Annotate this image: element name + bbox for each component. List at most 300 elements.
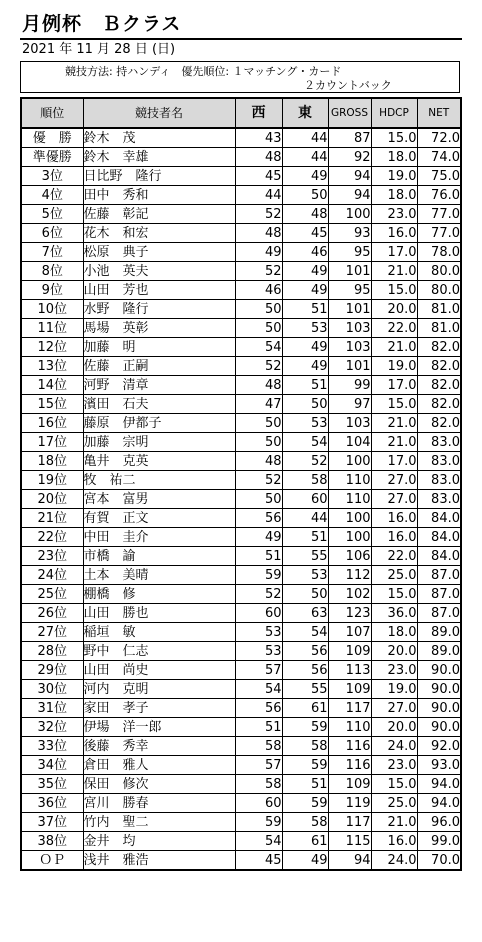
east-score-cell: 50 [282, 186, 328, 205]
west-score-cell: 50 [235, 433, 282, 452]
rank-cell: 7位 [21, 243, 83, 262]
player-name-cell: 山田 勝也 [83, 604, 235, 623]
handicap-cell: 18.0 [371, 148, 417, 167]
east-score-cell: 54 [282, 623, 328, 642]
handicap-cell: 19.0 [371, 357, 417, 376]
gross-score-cell: 94 [328, 186, 371, 205]
rank-cell: 28位 [21, 642, 83, 661]
gross-score-cell: 115 [328, 832, 371, 851]
player-name-cell: 金井 均 [83, 832, 235, 851]
east-score-cell: 58 [282, 737, 328, 756]
net-score-cell: 82.0 [417, 338, 461, 357]
net-score-cell: 99.0 [417, 832, 461, 851]
handicap-cell: 27.0 [371, 490, 417, 509]
handicap-cell: 22.0 [371, 547, 417, 566]
gross-score-cell: 116 [328, 756, 371, 775]
table-row [21, 490, 461, 509]
player-name-cell: 宮川 勝春 [83, 794, 235, 813]
net-score-cell: 92.0 [417, 737, 461, 756]
table-row [21, 528, 461, 547]
table-row [21, 566, 461, 585]
gross-score-cell: 87 [328, 128, 371, 148]
handicap-cell: 15.0 [371, 128, 417, 148]
table-header-row [21, 98, 461, 128]
net-score-cell: 94.0 [417, 794, 461, 813]
rank-cell: 8位 [21, 262, 83, 281]
gross-score-cell: 103 [328, 338, 371, 357]
net-score-cell: 87.0 [417, 585, 461, 604]
east-score-cell: 56 [282, 642, 328, 661]
player-name-cell: 日比野 隆行 [83, 167, 235, 186]
player-name-cell: 山田 尚史 [83, 661, 235, 680]
player-name-cell: 後藤 秀幸 [83, 737, 235, 756]
table-row [21, 452, 461, 471]
gross-score-cell: 119 [328, 794, 371, 813]
table-row [21, 547, 461, 566]
handicap-cell: 23.0 [371, 205, 417, 224]
results-table [20, 97, 462, 871]
net-score-cell: 90.0 [417, 661, 461, 680]
gross-score-cell: 102 [328, 585, 371, 604]
east-score-cell: 53 [282, 566, 328, 585]
table-row [21, 471, 461, 490]
net-score-cell: 82.0 [417, 414, 461, 433]
handicap-cell: 16.0 [371, 528, 417, 547]
west-score-cell: 57 [235, 661, 282, 680]
net-score-cell: 80.0 [417, 281, 461, 300]
player-name-cell: 倉田 雅人 [83, 756, 235, 775]
player-name-cell: 加藤 宗明 [83, 433, 235, 452]
west-score-cell: 60 [235, 604, 282, 623]
gross-score-cell: 94 [328, 167, 371, 186]
gross-score-cell: 110 [328, 718, 371, 737]
gross-score-cell: 94 [328, 851, 371, 871]
rank-cell: 4位 [21, 186, 83, 205]
gross-score-cell: 117 [328, 813, 371, 832]
rank-cell: 31位 [21, 699, 83, 718]
player-name-cell: 鈴木 幸雄 [83, 148, 235, 167]
table-row [21, 433, 461, 452]
gross-score-cell: 100 [328, 452, 371, 471]
gross-score-cell: 101 [328, 357, 371, 376]
player-name-cell: 野中 仁志 [83, 642, 235, 661]
handicap-cell: 21.0 [371, 338, 417, 357]
gross-score-cell: 103 [328, 414, 371, 433]
net-score-cell: 77.0 [417, 205, 461, 224]
handicap-cell: 15.0 [371, 775, 417, 794]
table-row [21, 395, 461, 414]
table-row [21, 642, 461, 661]
handicap-cell: 36.0 [371, 604, 417, 623]
west-score-cell: 45 [235, 167, 282, 186]
net-score-cell: 82.0 [417, 395, 461, 414]
net-score-cell: 74.0 [417, 148, 461, 167]
table-row [21, 585, 461, 604]
rank-cell: 10位 [21, 300, 83, 319]
west-score-cell: 57 [235, 756, 282, 775]
rank-cell: 20位 [21, 490, 83, 509]
rank-cell: 25位 [21, 585, 83, 604]
player-name-cell: 亀井 克英 [83, 452, 235, 471]
east-score-cell: 63 [282, 604, 328, 623]
west-score-cell: 50 [235, 414, 282, 433]
west-score-cell: 52 [235, 262, 282, 281]
west-score-cell: 48 [235, 224, 282, 243]
rank-cell: 18位 [21, 452, 83, 471]
handicap-cell: 19.0 [371, 680, 417, 699]
gross-score-cell: 109 [328, 680, 371, 699]
table-row [21, 281, 461, 300]
table-row [21, 832, 461, 851]
gross-score-cell: 101 [328, 300, 371, 319]
player-name-cell: 馬場 英彰 [83, 319, 235, 338]
rank-cell: 15位 [21, 395, 83, 414]
east-score-cell: 55 [282, 680, 328, 699]
east-score-cell: 46 [282, 243, 328, 262]
table-row [21, 623, 461, 642]
player-name-cell: 竹内 聖二 [83, 813, 235, 832]
gross-score-cell: 110 [328, 471, 371, 490]
west-score-cell: 59 [235, 813, 282, 832]
east-score-cell: 56 [282, 661, 328, 680]
player-name-cell: 小池 英夫 [83, 262, 235, 281]
player-name-cell: 藤原 伊都子 [83, 414, 235, 433]
west-score-cell: 51 [235, 718, 282, 737]
rank-cell: 23位 [21, 547, 83, 566]
rank-cell: 36位 [21, 794, 83, 813]
player-name-cell: 花木 和宏 [83, 224, 235, 243]
player-name-cell: 佐藤 正嗣 [83, 357, 235, 376]
rank-cell: 30位 [21, 680, 83, 699]
gross-score-cell: 93 [328, 224, 371, 243]
west-score-cell: 48 [235, 376, 282, 395]
east-score-cell: 48 [282, 205, 328, 224]
net-score-cell: 83.0 [417, 452, 461, 471]
rank-cell: 34位 [21, 756, 83, 775]
rank-cell: 32位 [21, 718, 83, 737]
net-score-cell: 87.0 [417, 566, 461, 585]
handicap-cell: 16.0 [371, 832, 417, 851]
rank-cell: 24位 [21, 566, 83, 585]
net-score-cell: 70.0 [417, 851, 461, 871]
net-score-cell: 93.0 [417, 756, 461, 775]
gross-score-cell: 112 [328, 566, 371, 585]
net-score-cell: 84.0 [417, 509, 461, 528]
table-row [21, 148, 461, 167]
gross-score-cell: 101 [328, 262, 371, 281]
east-score-cell: 51 [282, 775, 328, 794]
handicap-cell: 21.0 [371, 813, 417, 832]
handicap-cell: 22.0 [371, 319, 417, 338]
header-rank: 順位 [21, 98, 83, 128]
net-score-cell: 87.0 [417, 604, 461, 623]
west-score-cell: 48 [235, 148, 282, 167]
player-name-cell: 稲垣 敏 [83, 623, 235, 642]
table-row [21, 661, 461, 680]
net-score-cell: 72.0 [417, 128, 461, 148]
west-score-cell: 43 [235, 128, 282, 148]
net-score-cell: 81.0 [417, 300, 461, 319]
table-row [21, 128, 461, 148]
player-name-cell: 松原 典子 [83, 243, 235, 262]
table-row [21, 718, 461, 737]
east-score-cell: 59 [282, 756, 328, 775]
gross-score-cell: 100 [328, 528, 371, 547]
east-score-cell: 61 [282, 699, 328, 718]
west-score-cell: 60 [235, 794, 282, 813]
east-score-cell: 61 [282, 832, 328, 851]
net-score-cell: 75.0 [417, 167, 461, 186]
east-score-cell: 58 [282, 813, 328, 832]
player-name-cell: 濱田 石夫 [83, 395, 235, 414]
rank-cell: 12位 [21, 338, 83, 357]
header-east: 東 [282, 98, 328, 128]
handicap-cell: 23.0 [371, 756, 417, 775]
rank-cell: ＯＰ [21, 851, 83, 871]
handicap-cell: 27.0 [371, 699, 417, 718]
net-score-cell: 96.0 [417, 813, 461, 832]
player-name-cell: 浅井 雅浩 [83, 851, 235, 871]
handicap-cell: 17.0 [371, 376, 417, 395]
handicap-cell: 18.0 [371, 623, 417, 642]
table-row [21, 414, 461, 433]
table-row [21, 300, 461, 319]
net-score-cell: 84.0 [417, 528, 461, 547]
gross-score-cell: 109 [328, 775, 371, 794]
east-score-cell: 45 [282, 224, 328, 243]
player-name-cell: 宮本 富男 [83, 490, 235, 509]
net-score-cell: 84.0 [417, 547, 461, 566]
west-score-cell: 50 [235, 300, 282, 319]
west-score-cell: 53 [235, 623, 282, 642]
east-score-cell: 44 [282, 509, 328, 528]
table-row [21, 813, 461, 832]
player-name-cell: 山田 芳也 [83, 281, 235, 300]
gross-score-cell: 107 [328, 623, 371, 642]
rank-cell: 13位 [21, 357, 83, 376]
table-row [21, 699, 461, 718]
west-score-cell: 46 [235, 281, 282, 300]
handicap-cell: 15.0 [371, 585, 417, 604]
west-score-cell: 54 [235, 680, 282, 699]
east-score-cell: 49 [282, 357, 328, 376]
handicap-cell: 25.0 [371, 794, 417, 813]
east-score-cell: 49 [282, 262, 328, 281]
gross-score-cell: 109 [328, 642, 371, 661]
west-score-cell: 50 [235, 490, 282, 509]
title-underline [20, 38, 462, 40]
gross-score-cell: 103 [328, 319, 371, 338]
handicap-cell: 21.0 [371, 262, 417, 281]
west-score-cell: 44 [235, 186, 282, 205]
east-score-cell: 51 [282, 376, 328, 395]
west-score-cell: 53 [235, 642, 282, 661]
rank-cell: 9位 [21, 281, 83, 300]
gross-score-cell: 116 [328, 737, 371, 756]
east-score-cell: 53 [282, 414, 328, 433]
net-score-cell: 94.0 [417, 775, 461, 794]
east-score-cell: 49 [282, 851, 328, 871]
gross-score-cell: 100 [328, 205, 371, 224]
net-score-cell: 76.0 [417, 186, 461, 205]
rank-cell: 19位 [21, 471, 83, 490]
player-name-cell: 田中 秀和 [83, 186, 235, 205]
net-score-cell: 90.0 [417, 699, 461, 718]
rank-cell: 3位 [21, 167, 83, 186]
net-score-cell: 77.0 [417, 224, 461, 243]
table-row [21, 775, 461, 794]
east-score-cell: 44 [282, 148, 328, 167]
player-name-cell: 保田 修次 [83, 775, 235, 794]
header-hdcp: HDCP [371, 98, 417, 128]
player-name-cell: 鈴木 茂 [83, 128, 235, 148]
table-row [21, 243, 461, 262]
table-row [21, 319, 461, 338]
table-row [21, 794, 461, 813]
net-score-cell: 90.0 [417, 680, 461, 699]
handicap-cell: 15.0 [371, 281, 417, 300]
east-score-cell: 54 [282, 433, 328, 452]
gross-score-cell: 95 [328, 243, 371, 262]
player-name-cell: 中田 圭介 [83, 528, 235, 547]
results-body [21, 128, 461, 870]
player-name-cell: 牧 祐二 [83, 471, 235, 490]
table-row [21, 338, 461, 357]
gross-score-cell: 99 [328, 376, 371, 395]
net-score-cell: 81.0 [417, 319, 461, 338]
rank-cell: 11位 [21, 319, 83, 338]
east-score-cell: 55 [282, 547, 328, 566]
player-name-cell: 市橋 諭 [83, 547, 235, 566]
handicap-cell: 23.0 [371, 661, 417, 680]
player-name-cell: 河内 克明 [83, 680, 235, 699]
rank-cell: 準優勝 [21, 148, 83, 167]
player-name-cell: 伊場 洋一郎 [83, 718, 235, 737]
rank-cell: 26位 [21, 604, 83, 623]
west-score-cell: 59 [235, 566, 282, 585]
west-score-cell: 52 [235, 471, 282, 490]
player-name-cell: 家田 孝子 [83, 699, 235, 718]
east-score-cell: 50 [282, 395, 328, 414]
table-row [21, 680, 461, 699]
tiebreak-rule: ２カウントバック [304, 79, 392, 92]
handicap-cell: 18.0 [371, 186, 417, 205]
handicap-cell: 15.0 [371, 395, 417, 414]
gross-score-cell: 117 [328, 699, 371, 718]
rank-cell: 優 勝 [21, 128, 83, 148]
net-score-cell: 89.0 [417, 623, 461, 642]
player-name-cell: 加藤 明 [83, 338, 235, 357]
west-score-cell: 52 [235, 357, 282, 376]
handicap-cell: 16.0 [371, 509, 417, 528]
table-row [21, 851, 461, 871]
net-score-cell: 83.0 [417, 490, 461, 509]
east-score-cell: 59 [282, 794, 328, 813]
west-score-cell: 52 [235, 205, 282, 224]
gross-score-cell: 100 [328, 509, 371, 528]
table-row [21, 357, 461, 376]
table-row [21, 262, 461, 281]
player-name-cell: 棚橋 修 [83, 585, 235, 604]
header-west: 西 [235, 98, 282, 128]
net-score-cell: 83.0 [417, 433, 461, 452]
gross-score-cell: 123 [328, 604, 371, 623]
west-score-cell: 48 [235, 452, 282, 471]
east-score-cell: 51 [282, 528, 328, 547]
page-title: 月例杯 Ｂクラス [22, 13, 182, 35]
handicap-cell: 24.0 [371, 737, 417, 756]
net-score-cell: 82.0 [417, 357, 461, 376]
table-row [21, 186, 461, 205]
net-score-cell: 89.0 [417, 642, 461, 661]
gross-score-cell: 97 [328, 395, 371, 414]
east-score-cell: 50 [282, 585, 328, 604]
east-score-cell: 53 [282, 319, 328, 338]
gross-score-cell: 95 [328, 281, 371, 300]
net-score-cell: 80.0 [417, 262, 461, 281]
rank-cell: 5位 [21, 205, 83, 224]
west-score-cell: 50 [235, 319, 282, 338]
table-row [21, 224, 461, 243]
west-score-cell: 47 [235, 395, 282, 414]
gross-score-cell: 110 [328, 490, 371, 509]
net-score-cell: 78.0 [417, 243, 461, 262]
rank-cell: 38位 [21, 832, 83, 851]
table-row [21, 756, 461, 775]
rank-cell: 33位 [21, 737, 83, 756]
table-row [21, 205, 461, 224]
east-score-cell: 60 [282, 490, 328, 509]
handicap-cell: 24.0 [371, 851, 417, 871]
west-score-cell: 56 [235, 509, 282, 528]
west-score-cell: 58 [235, 775, 282, 794]
player-name-cell: 土本 美晴 [83, 566, 235, 585]
rank-cell: 29位 [21, 661, 83, 680]
handicap-cell: 21.0 [371, 433, 417, 452]
west-score-cell: 58 [235, 737, 282, 756]
handicap-cell: 25.0 [371, 566, 417, 585]
handicap-cell: 17.0 [371, 243, 417, 262]
east-score-cell: 51 [282, 300, 328, 319]
player-name-cell: 水野 隆行 [83, 300, 235, 319]
east-score-cell: 52 [282, 452, 328, 471]
rank-cell: 22位 [21, 528, 83, 547]
west-score-cell: 52 [235, 585, 282, 604]
player-name-cell: 佐藤 彰記 [83, 205, 235, 224]
west-score-cell: 49 [235, 243, 282, 262]
table-row [21, 604, 461, 623]
handicap-cell: 16.0 [371, 224, 417, 243]
net-score-cell: 83.0 [417, 471, 461, 490]
east-score-cell: 49 [282, 281, 328, 300]
handicap-cell: 20.0 [371, 642, 417, 661]
rank-cell: 35位 [21, 775, 83, 794]
handicap-cell: 21.0 [371, 414, 417, 433]
west-score-cell: 45 [235, 851, 282, 871]
west-score-cell: 54 [235, 832, 282, 851]
competition-info-box [20, 61, 460, 93]
rank-cell: 17位 [21, 433, 83, 452]
header-net: NET [417, 98, 461, 128]
west-score-cell: 56 [235, 699, 282, 718]
handicap-cell: 17.0 [371, 452, 417, 471]
player-name-cell: 河野 清章 [83, 376, 235, 395]
net-score-cell: 90.0 [417, 718, 461, 737]
rank-cell: 37位 [21, 813, 83, 832]
handicap-cell: 19.0 [371, 167, 417, 186]
table-row [21, 509, 461, 528]
west-score-cell: 49 [235, 528, 282, 547]
